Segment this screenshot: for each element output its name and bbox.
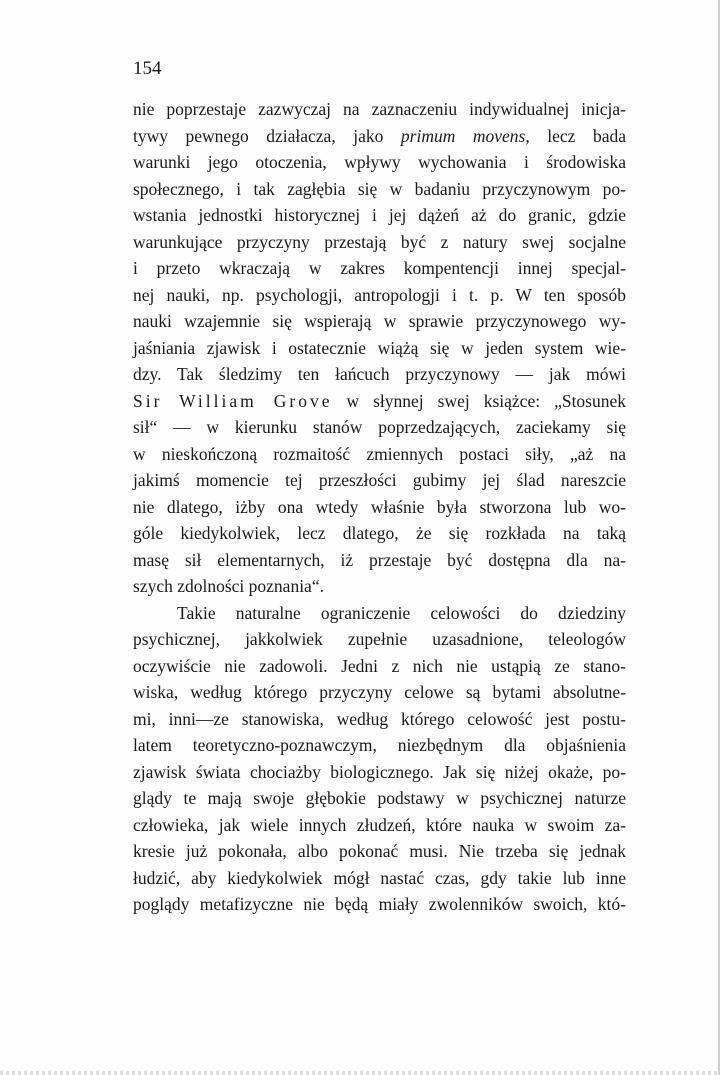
text-line: jakimś momencie tej przeszłości gubimy jej ślad nareszcie (133, 470, 626, 490)
text-line: glądy te mają swoje głębokie podstawy w psychicznej naturze (133, 788, 626, 808)
text-line: warunki jego otoczenia, wpływy wychowania i środowiska (133, 152, 626, 172)
text-line: i przeto wkraczają w zakres kompentencji innej specjal- (133, 258, 626, 278)
text-line: latem teoretyczno-poznawczym, niezbędnym dla objaśnienia (133, 735, 626, 755)
italic-phrase: primum movens (400, 125, 526, 146)
body-text (133, 96, 626, 918)
text-line: jaśniania zjawisk i ostatecznie wiążą się w jeden system wie- (133, 337, 626, 358)
text-line: Takie naturalne ograniczenie celowości do dziedziny (177, 602, 626, 623)
text-fragment: , lecz bada (525, 125, 626, 146)
text-line (133, 123, 626, 150)
text-line: człowieka, jak wiele innych złudzeń, które nauka w swoim za- (133, 814, 626, 835)
text-line: wstania jednostki historycznej i jej dążeń aż do granic, gdzie (133, 205, 626, 225)
text-line: masę sił elementarnych, iż przestaje być dostępna dla na- (133, 549, 626, 570)
text-line: wiska, według którego przyczyny celowe są bytami absolutne- (133, 682, 626, 702)
text-line: społecznego, i tak zagłębia się w badaniu przyczynowym po- (133, 178, 626, 199)
text-line: nie poprzestaje zazwyczaj na zaznaczeniu indywidualnej inicja- (133, 99, 626, 119)
text-line: kresie już pokonała, albo pokonać musi. Nie trzeba się jednak (133, 841, 626, 861)
page-bottom-edge (0, 1071, 720, 1075)
text-line: szych zdolności poznania“. (133, 576, 324, 596)
text-line: góle kiedykolwiek, lecz dlatego, że się rozkłada na taką (133, 523, 626, 543)
text-line (133, 388, 626, 415)
text-line: mi, inni—ze stanowiska, według którego celowość jest postu- (133, 708, 626, 729)
text-line: nauki wzajemnie się wspierają w sprawie przyczynowego wy- (133, 311, 626, 331)
text-line: psychicznej, jakkolwiek zupełnie uzasadnione, teleologów (133, 629, 626, 649)
text-line: nej nauki, np. psychologji, antropologji i t. p. W ten sposób (133, 284, 626, 305)
text-line: warunkujące przyczyny przestają być z natury swej socjalne (133, 231, 626, 252)
page-number: 154 (133, 58, 162, 79)
text-line: w nieskończoną rozmaitość zmiennych postaci siły, „aż na (133, 443, 626, 464)
paragraph-1 (133, 96, 626, 600)
text-line: dzy. Tak śledzimy ten łańcuch przyczynowy — jak mówi (133, 364, 626, 384)
text-line: oczywiście nie zadowoli. Jedni z nich nie ustąpią ze stano- (133, 655, 626, 676)
spaced-name: Sir William Grove (133, 390, 333, 411)
text-line: poglądy metafizyczne nie będą miały zwolenników swoich, któ- (133, 894, 626, 914)
text-line: nie dlatego, iżby ona wtedy właśnie była stworzona lub wo- (133, 496, 626, 517)
text-line: sił“ — w kierunku stanów poprzedzających, zaciekamy się (133, 417, 626, 437)
text-line: zjawisk świata chociażby biologicznego. Jak się niżej okaże, po- (133, 761, 626, 782)
text-fragment: w słynnej swej książce: „Stosunek (332, 390, 627, 411)
text-fragment: tywy pewnego działacza, jako (133, 125, 401, 146)
paragraph-2 (133, 600, 626, 918)
text-line: łudzić, aby kiedykolwiek mógł nastać czas, gdy takie lub inne (133, 867, 626, 888)
